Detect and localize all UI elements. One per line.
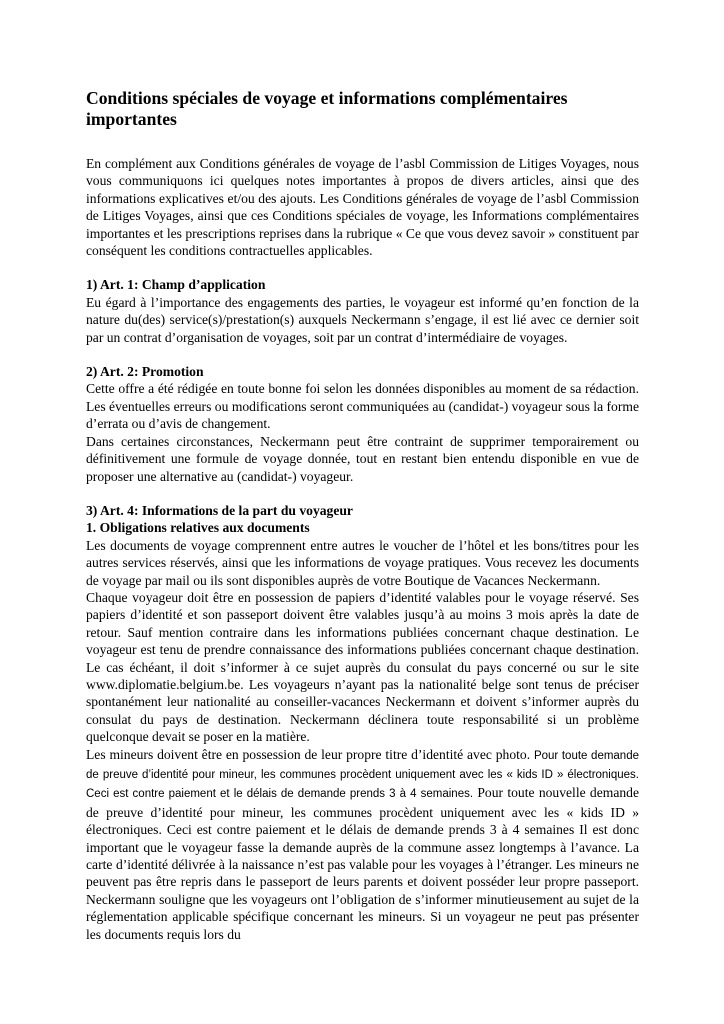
section-3-heading: 3) Art. 4: Informations de la part du voyageur bbox=[86, 502, 353, 518]
section-3-paragraph-3 bbox=[86, 746, 639, 943]
minors-text-sans: Pour toute demande de preuve d’identité pour mineur, les communes procèdent uniquement avec les « kids ID » électroniques. Ceci est contre paiement et le délais de demande prends 3 à 4 semaines. bbox=[86, 749, 639, 801]
page-title: Conditions spéciales de voyage et informations complémentaires importantes bbox=[86, 88, 568, 129]
section-3-paragraph-1: Les documents de voyage comprennent entre autres le voucher de l’hôtel et les bons/titres pour les autres services réservés, ainsi que les informations de voyage pratiques. Vous recevez les documents de voyage par mail ou ils sont disponibles auprès de votre Boutique de Vacances Neckermann. bbox=[86, 537, 639, 588]
section-2-text-1: Cette offre a été rédigée en toute bonne foi selon les données disponibles au moment de sa rédaction. Les éventuelles erreurs ou modifications seront communiquées au (candidat-) voyageur sous la forme d’errata ou d’avis de changement. bbox=[86, 381, 639, 432]
section-3-paragraph-2: Chaque voyageur doit être en possession de papiers d’identité valables pour le voyage réservé. Ses papiers d’identité et son passeport doivent être valables jusqu’à au moins 3 mois après la date de retour. Sauf mention contraire dans les informations publiées concernant chaque destination. Le voyageur est tenu de prendre connaissance des informations publiées concernant chaque destination. Le cas échéant, il doit s’informer à ce sujet auprès du consulat du pays concerné ou sur le site www.diplomatie.belgium.be. Les voyageurs n’ayant pas la nationalité belge sont tenus de préciser spontanément leur nationalité au conseiller-vacances Neckermann et doivent s’informer auprès du consulat du pays de destination. Neckermann déclinera toute responsabilité si un problème quelconque devait se poser en la matière. bbox=[86, 589, 639, 745]
intro-paragraph: En complément aux Conditions générales de voyage de l’asbl Commission de Litiges Voyages, nous vous communiquons ici quelques notes importantes à propos de divers articles, ainsi que des informations explicatives et/ou des ajouts. Les Conditions générales de voyage de l’asbl Commission de Litiges Voyages, ainsi que ces Conditions spéciales de voyage, les Informations complémentaires importantes et les prescriptions reprises dans la rubrique « Ce que vous devez savoir » constituent par conséquent les conditions contractuelles applicables. bbox=[86, 156, 639, 259]
section-1-heading: 1) Art. 1: Champ d’application bbox=[86, 277, 266, 293]
minors-text-start: Les mineurs doivent être en possession de leur propre titre d’identité avec photo. bbox=[86, 746, 531, 762]
minors-text-end: Pour toute nouvelle demande de preuve d’identité pour mineur, les communes procèdent uniquement avec les « kids ID » électroniques. Ceci est contre paiement et le délais de demande prends 3 à 4 semaines Il est donc important que le voyageur fasse la demande auprès de la commune assez longtemps à l’avance. La carte d’identité délivrée à la naissance n’est pas valable pour les voyages à l’étranger. Les mineurs ne peuvent pas être repris dans le passeport de leurs parents et doivent posséder leur propre passeport. Neckermann souligne que les voyageurs ont l’obligation de s’informer minutieusement au sujet de la réglementation applicable spécifique concernant les mineurs. Si un voyageur ne peut pas présenter les documents requis lors du bbox=[86, 785, 639, 942]
section-3-subheading: 1. Obligations relatives aux documents bbox=[86, 520, 310, 536]
section-2-heading: 2) Art. 2: Promotion bbox=[86, 364, 204, 380]
section-1-text: Eu égard à l’importance des engagements des parties, le voyageur est informé qu’en fonction de la nature du(des) service(s)/prestation(s) auxquels Neckermann s’engage, il est lié avec ce dernier soit par un contrat d’organisation de voyages, soit par un contrat d’intermédiaire de voyages. bbox=[86, 294, 639, 345]
section-2-text-2: Dans certaines circonstances, Neckermann peut être contraint de supprimer temporairement ou définitivement une formule de voyage donnée, tout en restant bien entendu disponible en vue de proposer une alternative au (candidat-) voyageur. bbox=[86, 433, 639, 484]
document-page bbox=[86, 88, 639, 943]
